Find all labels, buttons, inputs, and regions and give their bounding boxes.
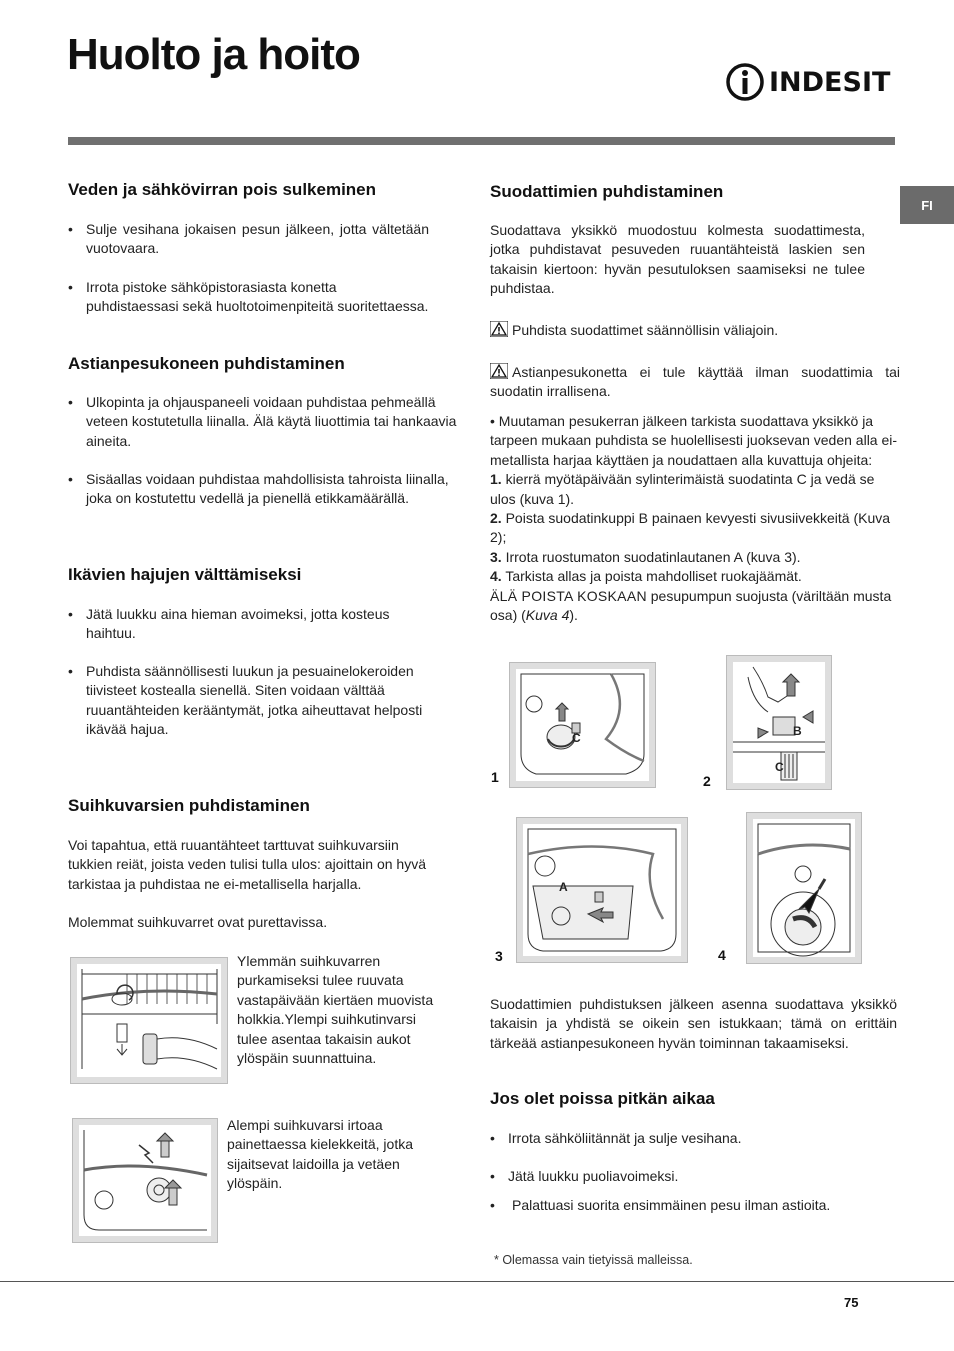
caution-label: ÄLÄ POISTA KOSKAAN: [490, 587, 647, 604]
step-text: kierrä myötäpäivään sylinterimäistä suodatinta C ja vedä se ulos (kuva 1).: [490, 471, 875, 507]
list-item: • Palattuasi suorita ensimmäinen pesu ilman astioita.: [490, 1196, 912, 1215]
label-a: A: [559, 880, 568, 894]
list-item: • Jätä luukku aina hieman avoimeksi, jotta kosteus haihtuu.: [68, 605, 429, 644]
step-text: Poista suodatinkuppi B painaen kevyesti sivusiivekkeitä (Kuva 2);: [490, 510, 891, 546]
label-b: B: [793, 724, 802, 738]
language-tab: FI: [900, 186, 954, 224]
section-heading-water-power: Veden ja sähkövirran pois sulkeminen: [68, 180, 377, 199]
page-title: Huolto ja hoito: [67, 30, 360, 79]
section-heading-spray-arms: Suihkuvarsien puhdistaminen: [68, 796, 310, 815]
upper-spray-arm-text: Ylemmän suihkuvarren purkamiseksi tulee ruuvata vastapäivään kiertäen muovista holkkia.Ylempi suihkutinvarsi tulee asentaa takaisin aukot ylöspäin suunnattuina.: [237, 953, 434, 1067]
figure-number: 3: [495, 948, 503, 964]
step-3: [490, 548, 900, 567]
header-divider: [68, 137, 895, 145]
warning-icon: [490, 363, 508, 379]
lower-spray-arm-figure: [72, 1118, 218, 1243]
label-c: C: [775, 760, 784, 774]
section-heading-odours: Ikävien hajujen välttämiseksi: [68, 565, 302, 584]
filter-figure-4: [746, 812, 862, 964]
section-heading-away: Jos olet poissa pitkän aikaa: [490, 1089, 715, 1108]
step-text: Tarkista allas ja poista mahdolliset ruokajäämät.: [505, 568, 802, 585]
warning-text: Puhdista suodattimet säännöllisin väliajoin.: [512, 322, 779, 338]
list-item: • Sisäallas voidaan puhdistaa mahdollisista tahroista liinalla, joka on kostutettu vedellä ja pienellä etikkamäärällä.: [68, 470, 459, 509]
figure-reference: Kuva 4: [525, 607, 570, 624]
step-number: 2.: [490, 510, 502, 527]
step-4: [490, 567, 900, 586]
label-c: C: [572, 731, 581, 745]
filter-figure-1: [509, 662, 656, 788]
step-number: 1.: [490, 471, 502, 488]
warning-text: Astianpesukonetta ei tule käyttää ilman suodattimia tai suodatin irrallisena.: [490, 364, 900, 400]
list-item: • Jätä luukku puoliavoimeksi.: [490, 1167, 908, 1186]
figure-number: 4: [718, 947, 726, 963]
indesit-logo-icon: [725, 62, 765, 102]
caution-close: ).: [569, 607, 578, 624]
warning-1: [490, 321, 900, 340]
paragraph: Suodattimien puhdistuksen jälkeen asenna suodattava yksikkö takaisin ja yhdistä se oikein sen istukkaan; tämä on erittäin tärkeää astianpesukoneen hyvän toiminnan takaamiseksi.: [490, 996, 897, 1051]
upper-spray-arm-figure: [70, 957, 228, 1084]
step-1: [490, 470, 900, 509]
warning-2: [490, 363, 900, 402]
filter-instructions: [490, 412, 900, 625]
section-heading-dishwasher-cleaning: Astianpesukoneen puhdistaminen: [68, 354, 345, 373]
footnote: * Olemassa vain tietyissä malleissa.: [494, 1253, 693, 1267]
step-2: [490, 509, 900, 548]
list-item: • Sulje vesihana jokaisen pesun jälkeen, jotta vältetään vuotovaara.: [68, 220, 429, 259]
lower-spray-arm-text: Alempi suihkuvarsi irtoaa painettaessa kielekkeitä, jotka sijaitsevat laidoilla ja vetäen ylöspäin.: [227, 1117, 413, 1192]
paragraph: Voi tapahtua, että ruuantähteet tarttuvat suihkuvarsiin tukkien reiät, joista veden tulisi tulla ulos: ajoittain on hyvä tarkistaa ja puhdistaa ne ei-metallisella harjalla.: [68, 837, 426, 892]
page-number: 75: [844, 1295, 859, 1310]
warning-icon: [490, 321, 508, 337]
list-item: • Irrota pistoke sähköpistorasiasta konetta puhdistaessasi sekä huoltotoimenpiteitä suoritettaessa.: [68, 278, 429, 317]
paragraph: Molemmat suihkuvarret ovat purettavissa.: [68, 914, 328, 930]
brand-logo: [725, 62, 890, 102]
paragraph: • Muutaman pesukerran jälkeen tarkista suodattava yksikkö ja tarpeen mukaan puhdista se huolellisesti juoksevan veden alla ei-metallista harjaa käyttäen ja noudattaen alla kuvattuja ohjeita:: [490, 413, 898, 468]
filter-figure-3: [516, 817, 688, 963]
section-heading-filters: Suodattimien puhdistaminen: [490, 182, 724, 201]
footer-divider: [0, 1281, 954, 1282]
brand-name: INDESIT: [769, 66, 891, 98]
step-number: 4.: [490, 568, 502, 585]
list-item: • Irrota sähköliitännät ja sulje vesihana.: [490, 1129, 908, 1148]
figure-number: 1: [491, 769, 499, 785]
step-number: 3.: [490, 548, 502, 565]
caution-text: pesupumpun suojusta (väriltään musta osa) (: [490, 587, 892, 624]
figure-number: 2: [703, 773, 711, 789]
step-text: Irrota ruostumaton suodatinlautanen A (kuva 3).: [505, 548, 801, 565]
paragraph: Suodattava yksikkö muodostuu kolmesta suodattimesta, jotka puhdistavat pesuveden ruuantähteistä laskien sen takaisin kiertoon: hyvän pesutuloksen saamiseksi ne tulee puhdistaa.: [490, 222, 865, 297]
filter-figure-2: [726, 655, 832, 790]
caution-note: [490, 587, 900, 626]
list-item: • Ulkopinta ja ohjauspaneeli voidaan puhdistaa pehmeällä veteen kostutetulla liinalla. Älä käytä liuottimia tai hankaavia aineita.: [68, 393, 459, 451]
list-item: • Puhdista säännöllisesti luukun ja pesuainelokeroiden tiivisteet kostealla sienellä. Siten voidaan välttää ruuantähteiden kerääntymät, jotka aiheuttavat helposti ikävää hajua.: [68, 662, 459, 740]
